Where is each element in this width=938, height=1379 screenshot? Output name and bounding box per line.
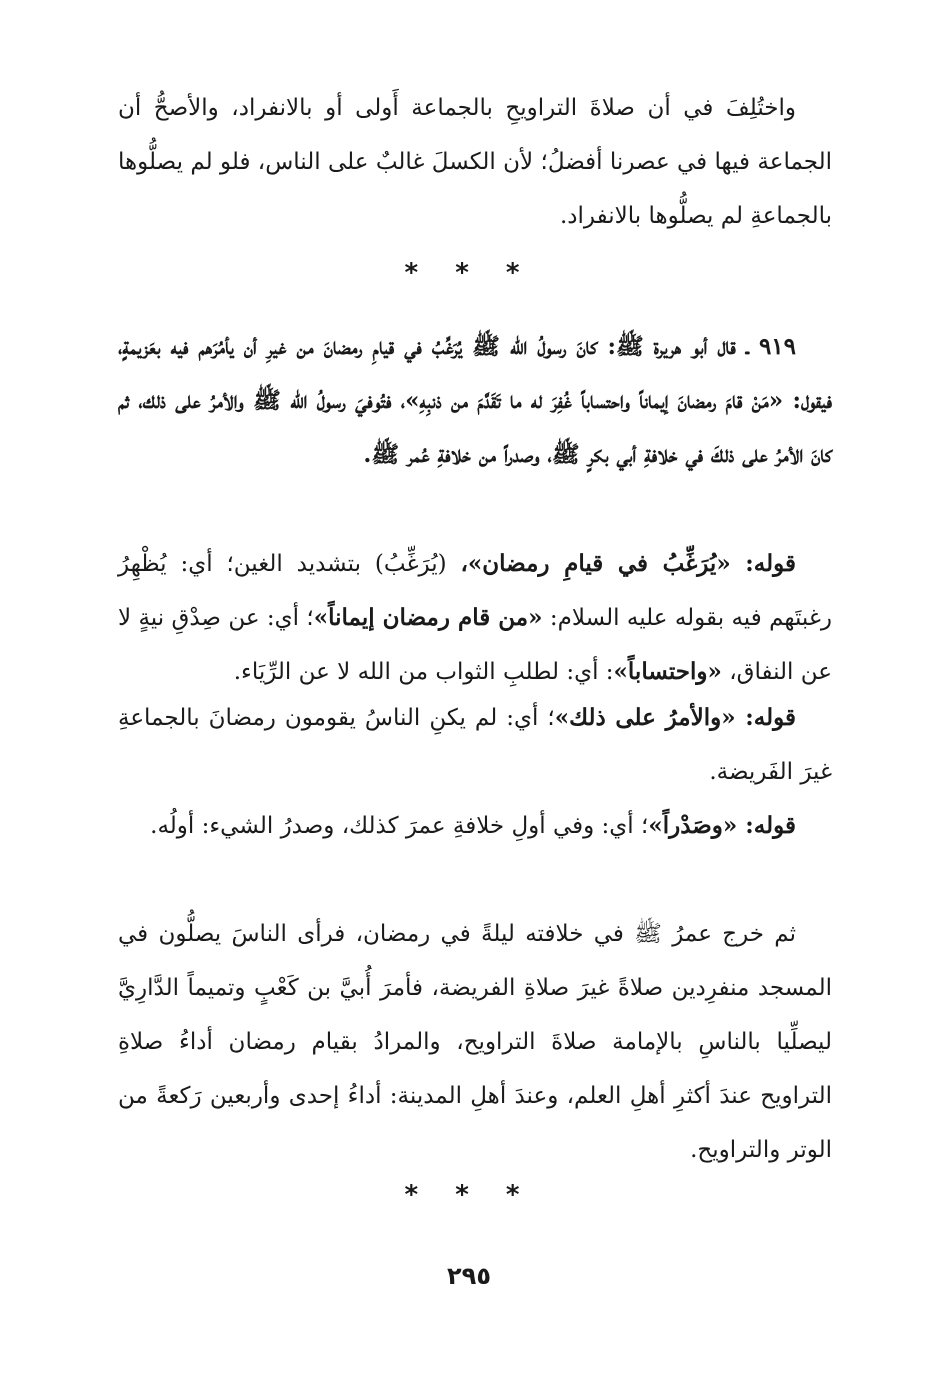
paragraph-intro xyxy=(118,81,832,243)
commentary-quote: «واحتساباً» xyxy=(613,658,722,685)
paragraph-text: واختُلِفَ في أن صلاةَ التراويحِ بالجماعة أَولى أو بالانفراد، والأصحُّ أن الجماعة فيها في عصرنا أفضلُ؛ لأن الكسلَ غالبٌ على الناس، فلو لم يصلُّوها بالجماعةِ لم يصلُّوها بالانفراد. xyxy=(118,95,832,229)
page-number: ٢٩٥ xyxy=(447,1262,491,1290)
commentary-body: : أي: لطلبِ الثواب من الله لا عن الرِّيَاء. xyxy=(233,659,614,685)
commentary-text xyxy=(118,799,832,853)
commentary-body: ؛ أي: لم يكنِ الناسُ يقومون رمضانَ بالجماعةِ غيرَ الفَريضة. xyxy=(118,705,832,785)
paragraph-text: ثم خرج عمرُ ﷺ في خلافته ليلةً في رمضان، فرأى الناسَ يصلُّون في المسجد منفرِدين صلاةً غيرَ صلاةِ الفريضة، فأمرَ أُبيَّ بن كَعْبٍ وتميماً الدَّارِيَّ ليصلِّيا بالناسِ بالإمامة صلاةَ التراويح، والمرادُ بقيام رمضان أداءُ صلاةِ التراويح عندَ أكثرِ أهلِ العلم، وعندَ أهلِ المدينة: أداءُ إحدى وأربعين رَكعةً من الوتر والتراويح. xyxy=(118,921,832,1163)
hadith-text: ٩١٩ ـ قال أبو هريرة ﷺ: كانَ رسولُ الله ﷺ يُرَغِّبُ في قيامِ رمضانَ من غيرِ أن يأمُرَهم فيه بعَزيمةٍ، فيقول: «مَنْ قامَ رمضانَ إيماناً واحتساباً غُفِرَ له ما تَقَدَّمَ من ذنبِهِ»، فتُوفيَ رسولُ الله ﷺ والأمرُ على ذلك، ثم كانَ الأمرُ على ذلكَ في خلافةِ أبي بكرٍ ﷺ، وصدراً من خلافةِ عُمر ﷺ. xyxy=(118,333,832,468)
commentary-3 xyxy=(118,799,832,853)
hadith-919 xyxy=(118,320,832,482)
commentary-body: ؛ أي: وفي أولِ خلافةِ عمرَ كذلك، وصدرُ الشيء: أولُه. xyxy=(150,813,649,839)
commentary-text xyxy=(118,537,832,699)
section-separator: * * * xyxy=(404,1180,534,1210)
commentary-lead: قوله: «وصَدْراً» xyxy=(648,812,796,839)
commentary-text xyxy=(118,691,832,799)
section-separator: * * * xyxy=(404,258,534,288)
commentary-1 xyxy=(118,537,832,699)
commentary-quote: «من قام رمضان إيماناً» xyxy=(313,604,543,631)
commentary-body: ؛ أي: عن صِدْقِ نيةٍ لا عن النفاق، xyxy=(118,605,832,685)
commentary-2 xyxy=(118,691,832,799)
paragraph-closing xyxy=(118,907,832,1177)
commentary-lead: قوله: «يُرَغِّبُ في قيامِ رمضان»، xyxy=(460,550,796,577)
commentary-body: (يُرَغِّبُ) بتشديد الغين؛ أي: يُظْهِرُ رغبتَهم فيه بقوله عليه السلام: xyxy=(118,551,833,631)
commentary-lead: قوله: «والأمرُ على ذلك» xyxy=(554,704,796,731)
